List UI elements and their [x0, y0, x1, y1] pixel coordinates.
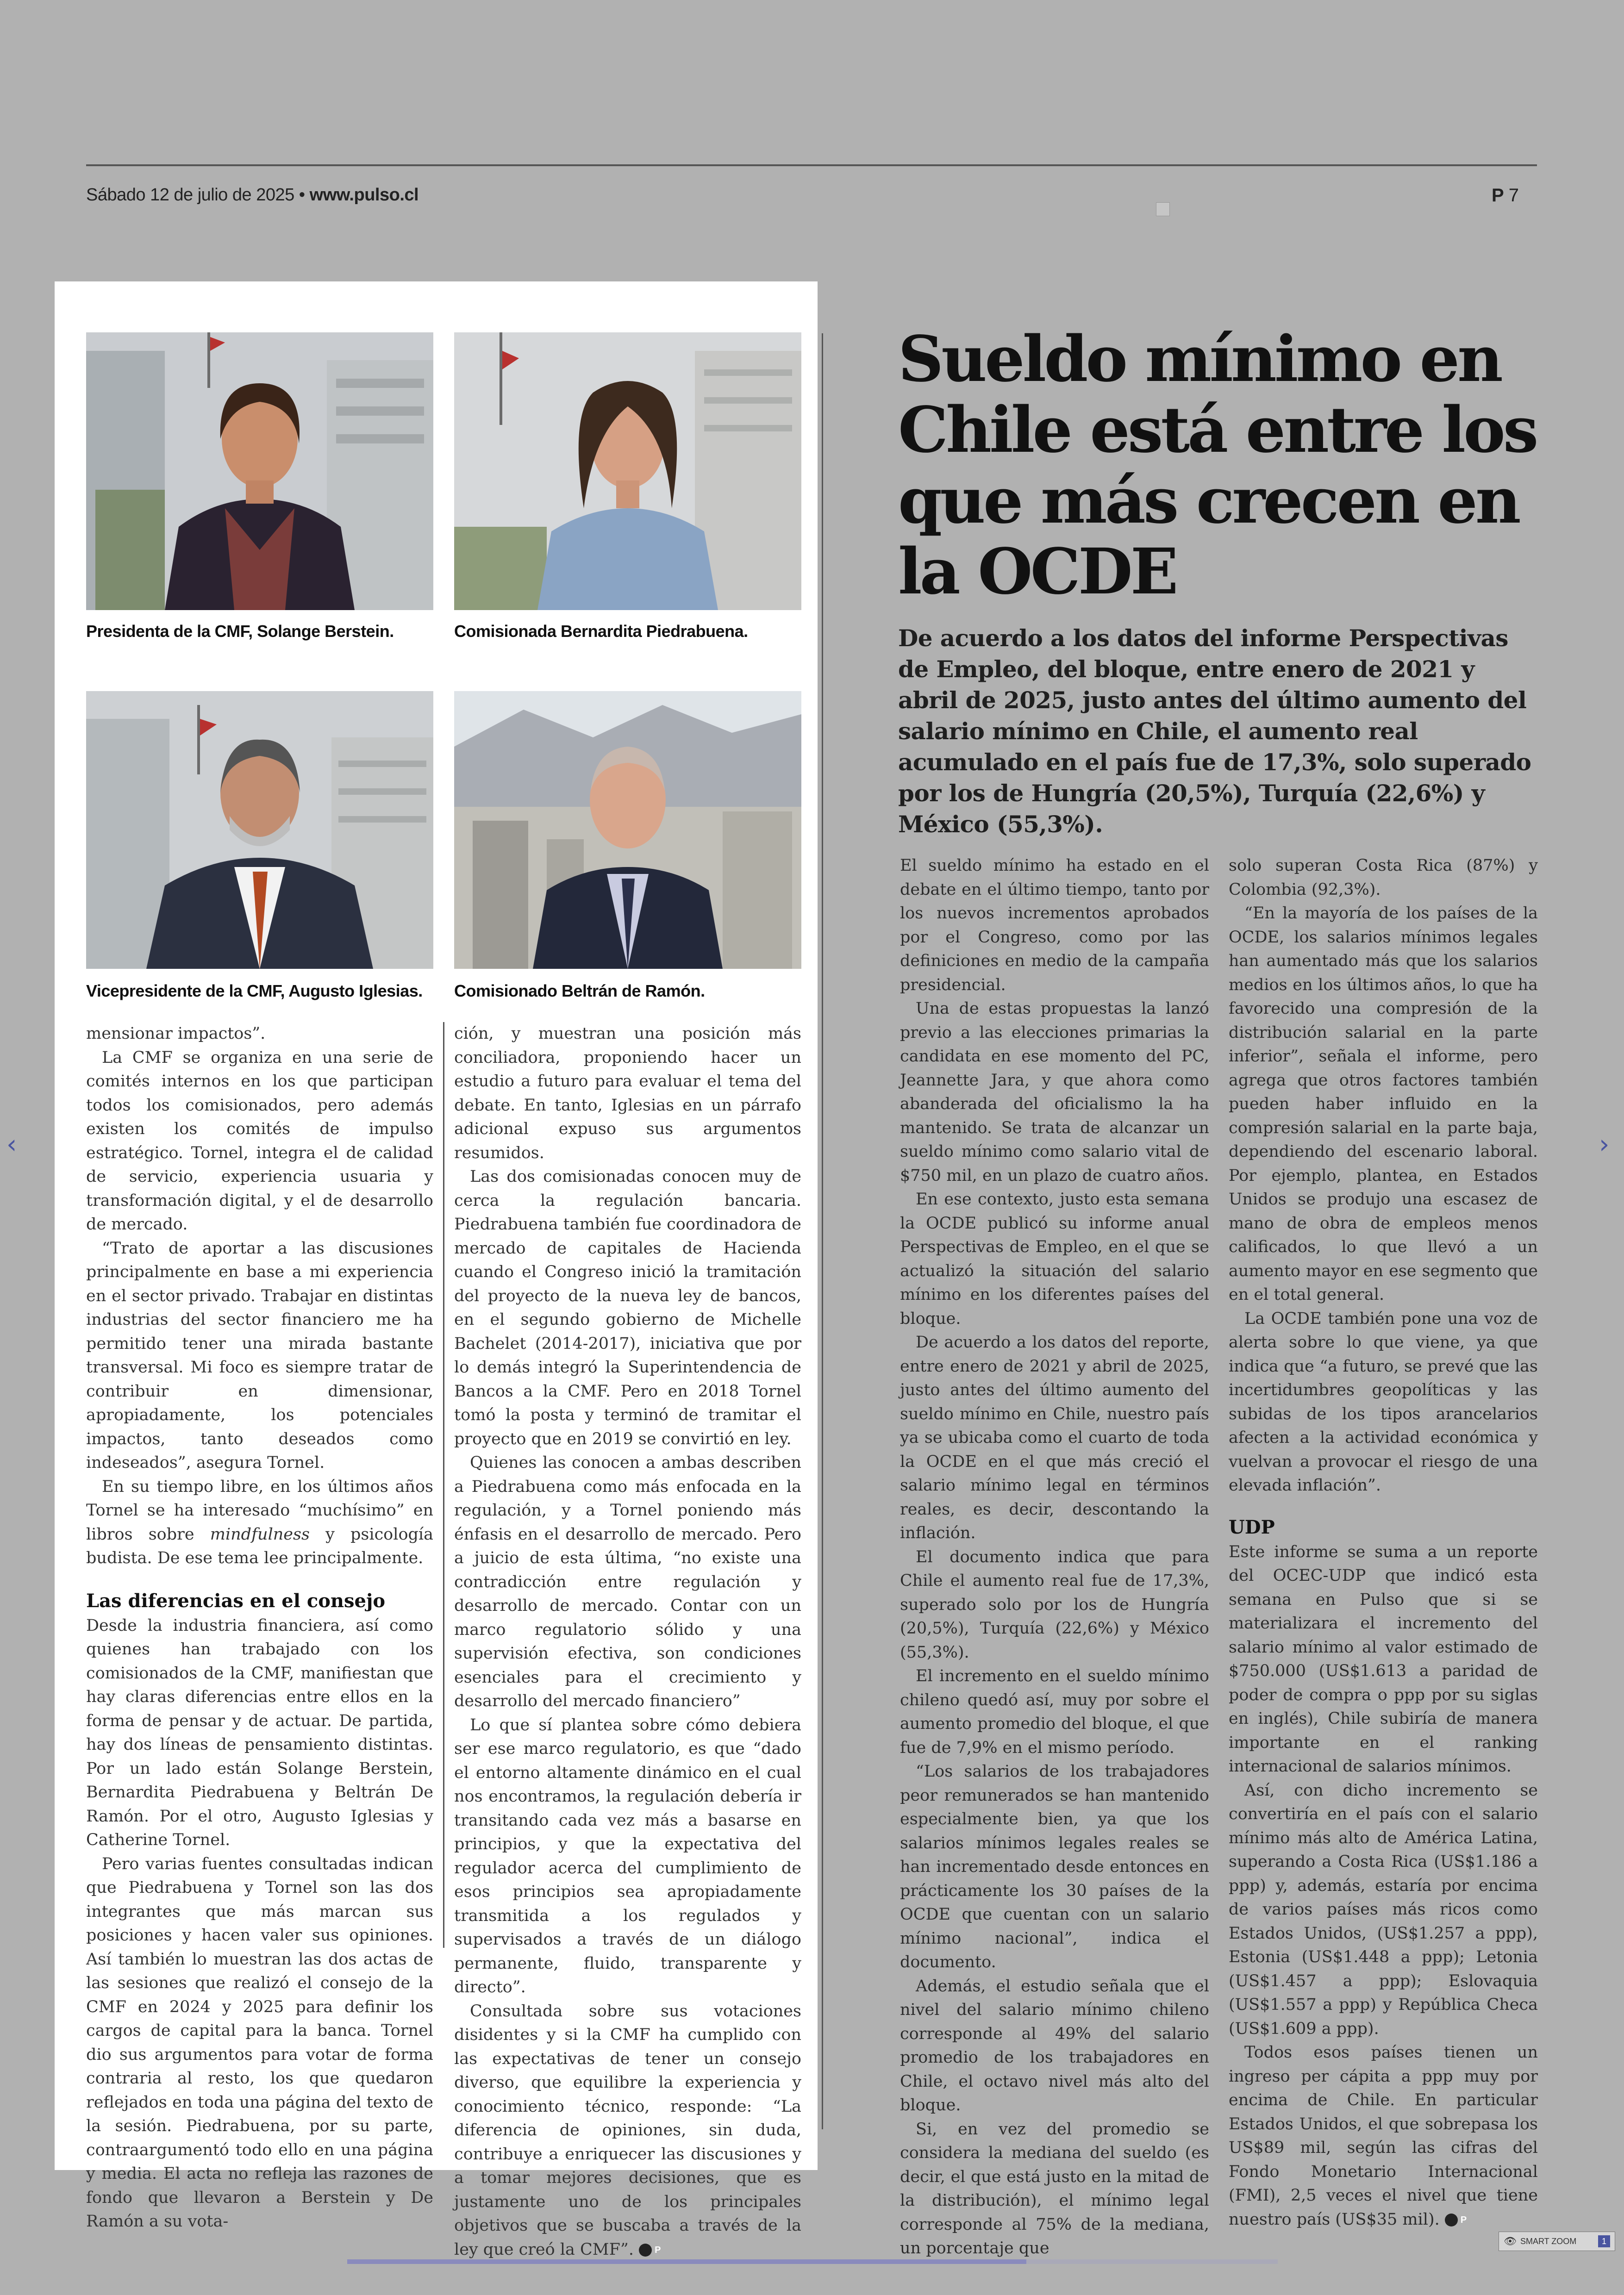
subhead-diferencias: Las diferencias en el consejo	[86, 1590, 386, 1612]
photo-caption: Presidenta de la CMF, Solange Berstein.	[86, 622, 394, 641]
portrait-woman-1-icon	[86, 332, 433, 610]
site-link[interactable]: www.pulso.cl	[309, 185, 419, 205]
smart-zoom-label: SMART ZOOM	[1520, 2236, 1577, 2246]
end-mark-icon: P	[639, 2244, 652, 2257]
right-article-col2: solo superan Costa Rica (87%) y Colombia (92,3%). “En la mayoría de los países de la OCDE, los salarios mínimos legales han aumentado más que los salarios medios en los últimos años, lo que ha favorecido una compresión de la distribución salarial en la parte inferior”, señala el informe, pero agrega que otros factores también pueden haber influido en la compresión salarial en la parte baja, dependiendo del escenario laboral. Por ejemplo, plantea, en Estados Unidos se produjo una escasez de mano de obra de empleos menos calificados, lo que llevó a un aumento mayor en ese segmento que en el total general. La OCDE también pone una voz de alerta sobre lo que viene, ya que indica que “a futuro, se prevé que las incertidumbres geopolíticas y las subidas de los tipos arancelarios afecten a la actividad económica y vuelvan a provocar el riesgo de una elevada inflación”. UDP Este informe se suma a un reporte del OCEC-UDP que indicó esta semana en Pulso que si se materializara el incremento del salario mínimo al valor estimado de $750.000 (US$1.613 a paridad de poder de compra o ppp por su siglas en inglés), Chile subiría de manera importante en el ranking internacional de salarios mínimos. Así, con dicho incremento se convertiría en el país con el salario mínimo más alto de América Latina, superando a Costa Rica (US$1.186 a ppp) y, además, estaría por encima de varios países más ricos como Estados Unidos, (US$1.257 a ppp), Estonia (US$1.448 a ppp); Letonia (US$1.457 a ppp); Eslovaquia (US$1.557 a ppp) y República Checa (US$1.609 a ppp). Todos esos países tienen un ingreso per cápita a ppp muy por encima de Chile. En particular Estados Unidos, el que sobrepasa los US$89 mil, según las cifras del Fondo Monetario Internacional (FMI), 2,5 veces el nivel que tiene nuestro país (US$35 mil). P	[1229, 856, 1538, 2229]
portrait-woman-2-icon	[454, 332, 801, 610]
photo-caption: Comisionada Bernardita Piedrabuena.	[454, 622, 748, 641]
left-article-col1: mensionar impactos”. La CMF se organiza en una serie de comités internos en los que participan todos los comisionados, pero además existen los comités de impulso estratégico. Tornel, integra el de calidad de servicio, experiencia usuaria y transformación digital, y el de desarrollo de mercado. “Trato de aportar a las discusiones principalmente en base a mi experiencia en el sector privado. Trabajar en distintas industrias del sector financiero me ha permitido tener una mirada bastante transversal. Mi foco es siempre tratar de contribuir en dimensionar, apropiadamente, los potenciales impactos, tanto deseados como indeseados”, asegura Tornel. En su tiempo libre, en los últimos años Tornel se ha interesado “muchísimo” en libros sobre mindfulness y psicología budista. De ese tema lee principalmente. Las diferencias en el consejo Desde la industria financiera, así como quienes han trabajado con los comisionados de la CMF, manifiestan que hay claras diferencias entre ellos en la forma de pensar y de actuar. De partida, hay dos líneas de pensamiento distintas. Por un lado están Solange Berstein, Bernardita Piedrabuena y Beltrán De Ramón. Por el otro, Augusto Iglesias y Catherine Tornel. Pero varias fuentes consultadas indican que Piedrabuena y Tornel son las dos integrantes que más marcan sus posiciones y hacen valer sus opiniones. Así también lo muestran las dos actas de las sesiones que realizó el consejo de la CMF en 2024 y 2025 para definir los cargos de capital para la banca. Tornel dio sus argumentos para votar de forma contraria al resto, los que quedaron reflejados en toda una página del texto de la sesión. Piedrabuena, por su parte, contraargumentó todo ello en una página y media. El acta no refleja las razones de fondo que llevaron a Berstein y De Ramón a su vota-	[86, 1024, 433, 2231]
photo-caption: Comisionado Beltrán de Ramón.	[454, 981, 705, 1000]
page-marker-icon[interactable]	[1156, 202, 1170, 216]
photo-caption: Vicepresidente de la CMF, Augusto Iglesias.	[86, 981, 423, 1000]
left-article-col2: ción, y muestran una posición más conciliadora, proponiendo hacer un estudio a futuro para evaluar el tema del debate. En tanto, Iglesias en un párrafo adicional expuso sus argumentos resumidos. Las dos comisionadas conocen muy de cerca la regulación bancaria. Piedrabuena también fue coordinadora de mercado de capitales de Hacienda cuando el Congreso inició la tramitación del proyecto de la nueva ley de bancos, en el segundo gobierno de Michelle Bachelet (2014-2017), iniciativa que por lo demás integró la Superintendencia de Bancos a la CMF. Pero en 2018 Tornel tomó la posta y terminó de tramitar el proyecto que en 2019 se convirtió en ley. Quienes las conocen a ambas describen a Piedrabuena como más enfocada en la regulación, y a Tornel poniendo más énfasis en el desarrollo de mercado. Pero a juicio de esta última, “no existe una contradicción entre regulación y desarrollo de mercado. Contar con un marco regulatorio sólido y una supervisión efectiva, son condiciones esenciales para el crecimiento y desarrollo del mercado financiero” Lo que sí plantea sobre cómo debiera ser ese marco regulatorio, es que “dado el entorno altamente dinámico en el cual nos encontramos, la regulación debería ir transitando cada vez más a basarse en principios, y que la expectativa del regulador acerca del cumplimiento de esos principios sea apropiadamente transmitida a los regulados y supervisados a través de un diálogo permanente, fluido, transparente y directo”. Consultada sobre sus votaciones disidentes y si la CMF ha cumplido con las expectativas de tener un consejo diverso, que equilibre la experiencia y conocimiento técnico, responde: “La diferencia de opiniones, sin duda, contribuye a enriquecer las discusiones y a tomar mejores decisiones, que es justamente uno de los principales objetivos que se buscaba a través de la ley que creó la CMF”. P	[454, 1024, 801, 2259]
article-deck: De acuerdo a los datos del informe Perspectivas de Empleo, del bloque, entre enero de 2021 y abril de 2025, justo antes del último aumento del salario mínimo en Chile, el aumento real acumulado en el país fue de 17,3%, solo superado por los de Hungría (20,5%), Turquía (22,6%) y México (55,3%).	[898, 624, 1531, 838]
article-divider	[822, 333, 823, 2129]
prev-page-arrow-icon[interactable]: ‹	[6, 1129, 17, 1160]
column-rule	[443, 1022, 444, 1948]
portrait-man-1-icon	[86, 691, 433, 969]
page-number: P 7	[1492, 185, 1519, 206]
header-rule	[86, 164, 1537, 166]
reading-progress-bar[interactable]	[347, 2259, 1278, 2264]
eye-icon: 👁	[1504, 2235, 1517, 2247]
next-page-arrow-icon[interactable]: ›	[1599, 1129, 1610, 1160]
smart-zoom-button[interactable]	[1499, 2232, 1615, 2251]
end-mark-icon: P	[1445, 2214, 1458, 2226]
portrait-man-2-icon	[454, 691, 801, 969]
article-headline: Sueldo mínimo en Chile está entre los que más crecen en la OCDE	[898, 322, 1537, 609]
smart-zoom-value: 1	[1598, 2235, 1610, 2247]
reading-progress-fill	[347, 2259, 1026, 2264]
right-article-col1: El sueldo mínimo ha estado en el debate en el último tiempo, tanto por los nuevos incrementos aprobados por el Congreso, como por las definiciones en medio de la campaña presidencial. Una de estas propuestas la lanzó previo a las elecciones primarias la candidata en ese momento del PC, Jeannette Jara, y que ahora como abanderada del oficialismo la ha mantenido. Se trata de alcanzar un sueldo mínimo como salario vital de $750 mil, en un plazo de cuatro años. En ese contexto, justo esta semana la OCDE publicó su informe anual Perspectivas de Empleo, en el que se actualizó la situación del salario mínimo en los diferentes países del bloque. De acuerdo a los datos del reporte, entre enero de 2021 y abril de 2025, justo antes del último aumento del sueldo mínimo en Chile, nuestro país ya se ubicaba como el cuarto de toda la OCDE en el que más creció el salario mínimo legal en términos reales, es decir, descontando la inflación. El documento indica que para Chile el aumento real fue de 17,3%, superado solo por los de Hungría (20,5%), Turquía (22,6%) y México (55,3%). El incremento en el sueldo mínimo chileno quedó así, muy por sobre el aumento promedio del bloque, el que fue de 7,9% en el mismo período. “Los salarios de los trabajadores peor remunerados se han mantenido especialmente bien, ya que los salarios mínimos legales reales se han incrementado desde entonces en prácticamente los 30 países de la OCDE que cuentan con un salario mínimo nacional”, indica el documento. Además, el estudio señala que el nivel del salario mínimo chileno corresponde al 49% del salario promedio de los trabajadores en Chile, el octavo nivel más alto del bloque. Si, en vez del promedio se considera la mediana del sueldo (es decir, el que está justo en la mitad de la distribución), el mínimo legal corresponde al 75% de la mediana, un porcentaje que	[900, 856, 1209, 2258]
page-header-date: Sábado 12 de julio de 2025 • www.pulso.cl	[86, 185, 419, 205]
left-article-panel	[55, 281, 818, 2259]
subhead-udp: UDP	[1229, 1516, 1275, 1538]
